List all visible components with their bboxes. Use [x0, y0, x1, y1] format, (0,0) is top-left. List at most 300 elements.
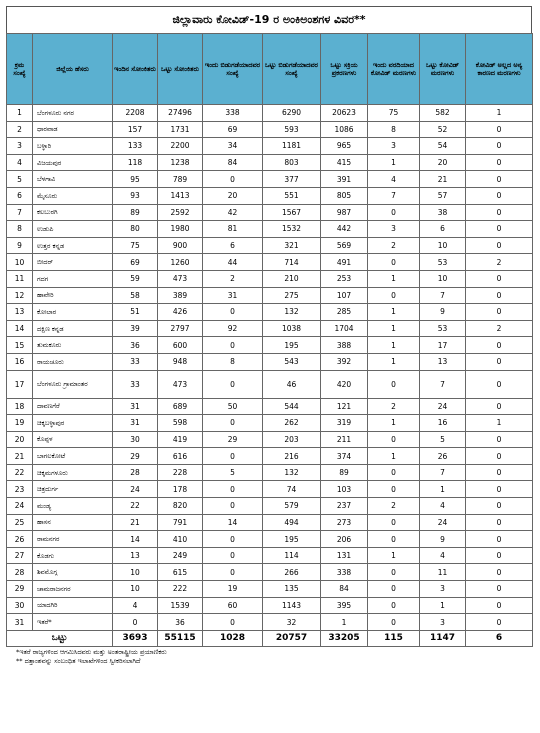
value-cell: 900: [158, 237, 203, 254]
district-name-cell: ಕಲಬುರಗಿ: [33, 204, 113, 221]
value-cell: 2797: [158, 320, 203, 337]
value-cell: 0: [466, 337, 533, 354]
value-cell: 0: [466, 237, 533, 254]
table-row: [7, 204, 533, 221]
value-cell: 0: [203, 304, 263, 321]
value-cell: 0: [466, 304, 533, 321]
value-cell: 266: [263, 564, 321, 581]
table-row: [7, 287, 533, 304]
value-cell: 57: [420, 187, 466, 204]
value-cell: 222: [158, 581, 203, 598]
value-cell: 52: [420, 121, 466, 138]
table-row: [7, 431, 533, 448]
district-name-cell: ಮೈಸೂರು: [33, 187, 113, 204]
table-row: [7, 270, 533, 287]
value-cell: 0: [203, 337, 263, 354]
value-cell: 8: [368, 121, 420, 138]
value-cell: 0: [466, 287, 533, 304]
table-row: [7, 547, 533, 564]
value-cell: 275: [263, 287, 321, 304]
value-cell: 616: [158, 448, 203, 465]
value-cell: 0: [368, 254, 420, 271]
table-row: [7, 597, 533, 614]
value-cell: 22: [113, 498, 158, 515]
value-cell: 2: [466, 320, 533, 337]
value-cell: 0: [466, 353, 533, 370]
table-row: [7, 320, 533, 337]
value-cell: 4: [113, 597, 158, 614]
value-cell: 0: [466, 498, 533, 515]
district-name-cell: ರಾಯಚೂರು: [33, 353, 113, 370]
value-cell: 420: [321, 370, 368, 398]
table-row: [7, 370, 533, 398]
value-cell: 29: [203, 431, 263, 448]
value-cell: 1704: [321, 320, 368, 337]
value-cell: 0: [466, 531, 533, 548]
value-cell: 237: [321, 498, 368, 515]
value-cell: 7: [420, 464, 466, 481]
district-name-cell: ಬಳ್ಳಾರಿ: [33, 138, 113, 155]
value-cell: 0: [203, 415, 263, 432]
value-cell: 442: [321, 221, 368, 238]
value-cell: 1: [321, 614, 368, 631]
value-cell: 1086: [321, 121, 368, 138]
column-header: ಕ್ರಮ ಸಂಖ್ಯೆ: [7, 34, 33, 105]
column-header: ಇಂದಿನ ಸೋಂಕಿತರು: [113, 34, 158, 105]
value-cell: 2: [368, 237, 420, 254]
column-header: ಇಂದು ಬಿಡುಗಡೆಯಾದವರ ಸಂಖ್ಯೆ: [203, 34, 263, 105]
value-cell: 1260: [158, 254, 203, 271]
value-cell: 10: [113, 564, 158, 581]
serial-cell: 25: [7, 514, 33, 531]
value-cell: 135: [263, 581, 321, 598]
value-cell: 0: [113, 614, 158, 631]
district-name-cell: ಕೊಡಗು: [33, 547, 113, 564]
value-cell: 133: [113, 138, 158, 155]
totals-cell: 55115: [158, 630, 203, 646]
serial-cell: 3: [7, 138, 33, 155]
serial-cell: 28: [7, 564, 33, 581]
serial-cell: 29: [7, 581, 33, 598]
value-cell: 1: [368, 304, 420, 321]
value-cell: 20623: [321, 105, 368, 122]
value-cell: 253: [321, 270, 368, 287]
table-body: [7, 105, 533, 631]
table-row: [7, 304, 533, 321]
value-cell: 19: [203, 581, 263, 598]
totals-cell: 115: [368, 630, 420, 646]
value-cell: 107: [321, 287, 368, 304]
district-name-cell: ದಕ್ಷಿಣ ಕನ್ನಡ: [33, 320, 113, 337]
value-cell: 1413: [158, 187, 203, 204]
value-cell: 262: [263, 415, 321, 432]
value-cell: 27496: [158, 105, 203, 122]
totals-label: ಒಟ್ಟು: [7, 630, 113, 646]
serial-cell: 24: [7, 498, 33, 515]
value-cell: 598: [158, 415, 203, 432]
value-cell: 34: [203, 138, 263, 155]
value-cell: 30: [113, 431, 158, 448]
value-cell: 4: [368, 171, 420, 188]
table-row: [7, 531, 533, 548]
value-cell: 0: [368, 464, 420, 481]
value-cell: 582: [420, 105, 466, 122]
table-row: [7, 564, 533, 581]
value-cell: 75: [113, 237, 158, 254]
value-cell: 392: [321, 353, 368, 370]
value-cell: 338: [203, 105, 263, 122]
value-cell: 95: [113, 171, 158, 188]
value-cell: 28: [113, 464, 158, 481]
value-cell: 9: [420, 531, 466, 548]
value-cell: 89: [321, 464, 368, 481]
table-row: [7, 121, 533, 138]
value-cell: 59: [113, 270, 158, 287]
value-cell: 965: [321, 138, 368, 155]
district-name-cell: ಬೆಂಗಳೂರು ನಗರ: [33, 105, 113, 122]
value-cell: 319: [321, 415, 368, 432]
value-cell: 1567: [263, 204, 321, 221]
value-cell: 14: [203, 514, 263, 531]
value-cell: 0: [466, 614, 533, 631]
value-cell: 0: [368, 564, 420, 581]
value-cell: 803: [263, 154, 321, 171]
value-cell: 600: [158, 337, 203, 354]
value-cell: 0: [368, 287, 420, 304]
serial-cell: 31: [7, 614, 33, 631]
value-cell: 2: [466, 254, 533, 271]
totals-cell: 1147: [420, 630, 466, 646]
value-cell: 24: [420, 514, 466, 531]
value-cell: 551: [263, 187, 321, 204]
value-cell: 32: [263, 614, 321, 631]
column-header: ಒಟ್ಟು ಸಕ್ರಿಯ ಪ್ರಕರಣಗಳು: [321, 34, 368, 105]
serial-cell: 16: [7, 353, 33, 370]
value-cell: 7: [368, 187, 420, 204]
value-cell: 8: [203, 353, 263, 370]
district-name-cell: ಚಿತ್ರದುರ್ಗ: [33, 481, 113, 498]
value-cell: 33: [113, 370, 158, 398]
district-name-cell: ಉತ್ತರ ಕನ್ನಡ: [33, 237, 113, 254]
value-cell: 53: [420, 254, 466, 271]
value-cell: 69: [203, 121, 263, 138]
totals-cell: 6: [466, 630, 533, 646]
value-cell: 377: [263, 171, 321, 188]
value-cell: 1: [420, 481, 466, 498]
value-cell: 24: [113, 481, 158, 498]
table-row: [7, 481, 533, 498]
serial-cell: 2: [7, 121, 33, 138]
value-cell: 249: [158, 547, 203, 564]
serial-cell: 20: [7, 431, 33, 448]
value-cell: 16: [420, 415, 466, 432]
value-cell: 36: [113, 337, 158, 354]
serial-cell: 27: [7, 547, 33, 564]
value-cell: 1: [368, 353, 420, 370]
table-row: [7, 187, 533, 204]
value-cell: 338: [321, 564, 368, 581]
value-cell: 0: [368, 431, 420, 448]
value-cell: 4: [420, 498, 466, 515]
district-name-cell: ಶಿವಮೊಗ್ಗ: [33, 564, 113, 581]
value-cell: 419: [158, 431, 203, 448]
footnote: ** ದತ್ತಾಂಶವನ್ನು ಸಂಬಂಧಿತ ಇಲಾಖೆಗಳಿಂದ ಸ್ವೀಕರಿಸಲಾಗಿದೆ: [16, 656, 141, 665]
district-name-cell: ಬೆಂಗಳೂರು ಗ್ರಾಮಾಂತರ: [33, 370, 113, 398]
value-cell: 33: [113, 353, 158, 370]
value-cell: 544: [263, 398, 321, 415]
value-cell: 10: [113, 581, 158, 598]
district-name-cell: ಬಾಗಲಕೋಟೆ: [33, 448, 113, 465]
district-name-cell: ಧಾರವಾಡ: [33, 121, 113, 138]
value-cell: 689: [158, 398, 203, 415]
value-cell: 273: [321, 514, 368, 531]
value-cell: 579: [263, 498, 321, 515]
table-header: [7, 34, 533, 105]
value-cell: 1731: [158, 121, 203, 138]
value-cell: 0: [466, 187, 533, 204]
value-cell: 0: [466, 370, 533, 398]
serial-cell: 6: [7, 187, 33, 204]
value-cell: 93: [113, 187, 158, 204]
value-cell: 54: [420, 138, 466, 155]
value-cell: 0: [466, 597, 533, 614]
totals-row: [7, 630, 533, 646]
value-cell: 0: [466, 581, 533, 598]
serial-cell: 10: [7, 254, 33, 271]
serial-cell: 14: [7, 320, 33, 337]
totals-cell: 20757: [263, 630, 321, 646]
table-row: [7, 581, 533, 598]
value-cell: 14: [113, 531, 158, 548]
value-cell: 0: [368, 481, 420, 498]
value-cell: 1181: [263, 138, 321, 155]
value-cell: 157: [113, 121, 158, 138]
table-row: [7, 514, 533, 531]
footnote: *ಇತರೆ ರಾಜ್ಯಗಳಿಂದ ಆಗಮಿಸಿದವರು ಮತ್ತು ಅಂತರಾಷ್ಟ್ರೀಯ ಪ್ರಯಾಣಿಕರು: [16, 647, 167, 656]
value-cell: 1038: [263, 320, 321, 337]
value-cell: 89: [113, 204, 158, 221]
value-cell: 374: [321, 448, 368, 465]
report-title: ಜಿಲ್ಲಾವಾರು ಕೋವಿಡ್-19 ರ ಅಂಕಿಅಂಶಗಳ ವಿವರ**: [6, 6, 532, 33]
value-cell: 410: [158, 531, 203, 548]
value-cell: 31: [203, 287, 263, 304]
district-name-cell: ರಾಮನಗರ: [33, 531, 113, 548]
value-cell: 3: [368, 221, 420, 238]
value-cell: 0: [203, 448, 263, 465]
serial-cell: 12: [7, 287, 33, 304]
district-name-cell: ಚಾಮರಾಜನಗರ: [33, 581, 113, 598]
value-cell: 543: [263, 353, 321, 370]
value-cell: 5: [420, 431, 466, 448]
value-cell: 1: [368, 547, 420, 564]
value-cell: 81: [203, 221, 263, 238]
value-cell: 473: [158, 270, 203, 287]
table-row: [7, 415, 533, 432]
report-container: [6, 6, 532, 666]
value-cell: 0: [203, 171, 263, 188]
value-cell: 0: [466, 564, 533, 581]
value-cell: 6: [203, 237, 263, 254]
value-cell: 7: [420, 287, 466, 304]
value-cell: 36: [158, 614, 203, 631]
value-cell: 1: [368, 448, 420, 465]
value-cell: 473: [158, 370, 203, 398]
district-name-cell: ಗದಗ: [33, 270, 113, 287]
value-cell: 6290: [263, 105, 321, 122]
value-cell: 103: [321, 481, 368, 498]
district-name-cell: ದಾವಣಗೆರೆ: [33, 398, 113, 415]
value-cell: 0: [368, 514, 420, 531]
district-name-cell: ಯಾದಗಿರಿ: [33, 597, 113, 614]
value-cell: 0: [466, 547, 533, 564]
value-cell: 389: [158, 287, 203, 304]
district-name-cell: ಕೋಲಾರ: [33, 304, 113, 321]
value-cell: 21: [420, 171, 466, 188]
value-cell: 31: [113, 398, 158, 415]
column-header: ಒಟ್ಟು ಕೋವಿಡ್ ಮರಣಗಳು: [420, 34, 466, 105]
value-cell: 1532: [263, 221, 321, 238]
value-cell: 0: [368, 581, 420, 598]
value-cell: 216: [263, 448, 321, 465]
serial-cell: 17: [7, 370, 33, 398]
value-cell: 789: [158, 171, 203, 188]
value-cell: 46: [263, 370, 321, 398]
value-cell: 0: [203, 547, 263, 564]
value-cell: 3: [420, 614, 466, 631]
value-cell: 2200: [158, 138, 203, 155]
serial-cell: 9: [7, 237, 33, 254]
value-cell: 0: [368, 204, 420, 221]
value-cell: 0: [368, 370, 420, 398]
serial-cell: 22: [7, 464, 33, 481]
district-name-cell: ಚಿಕ್ಕಮಗಳೂರು: [33, 464, 113, 481]
value-cell: 395: [321, 597, 368, 614]
serial-cell: 23: [7, 481, 33, 498]
serial-cell: 8: [7, 221, 33, 238]
value-cell: 948: [158, 353, 203, 370]
column-header: ಒಟ್ಟು ಸೋಂಕಿತರು: [158, 34, 203, 105]
table-row: [7, 398, 533, 415]
district-name-cell: ಮಂಡ್ಯ: [33, 498, 113, 515]
value-cell: 206: [321, 531, 368, 548]
value-cell: 1: [368, 320, 420, 337]
value-cell: 0: [466, 464, 533, 481]
serial-cell: 15: [7, 337, 33, 354]
serial-cell: 5: [7, 171, 33, 188]
value-cell: 0: [466, 204, 533, 221]
value-cell: 4: [420, 547, 466, 564]
value-cell: 44: [203, 254, 263, 271]
value-cell: 569: [321, 237, 368, 254]
value-cell: 415: [321, 154, 368, 171]
table-row: [7, 353, 533, 370]
table-row: [7, 171, 533, 188]
value-cell: 987: [321, 204, 368, 221]
value-cell: 69: [113, 254, 158, 271]
footnotes: [6, 647, 532, 666]
value-cell: 114: [263, 547, 321, 564]
table-footer: [7, 630, 533, 646]
table-row: [7, 105, 533, 122]
value-cell: 1539: [158, 597, 203, 614]
district-name-cell: ಬೀದರ್: [33, 254, 113, 271]
value-cell: 38: [420, 204, 466, 221]
serial-cell: 11: [7, 270, 33, 287]
table-row: [7, 448, 533, 465]
column-header: ಒಟ್ಟು ಬಿಡುಗಡೆಯಾದವರ ಸಂಖ್ಯೆ: [263, 34, 321, 105]
value-cell: 820: [158, 498, 203, 515]
value-cell: 195: [263, 531, 321, 548]
serial-cell: 1: [7, 105, 33, 122]
value-cell: 92: [203, 320, 263, 337]
value-cell: 285: [321, 304, 368, 321]
value-cell: 195: [263, 337, 321, 354]
value-cell: 1: [368, 337, 420, 354]
value-cell: 0: [368, 597, 420, 614]
district-name-cell: ಚಿಕ್ಕಬಳ್ಳಾಪುರ: [33, 415, 113, 432]
value-cell: 7: [420, 370, 466, 398]
value-cell: 791: [158, 514, 203, 531]
value-cell: 74: [263, 481, 321, 498]
value-cell: 131: [321, 547, 368, 564]
value-cell: 2592: [158, 204, 203, 221]
value-cell: 0: [466, 221, 533, 238]
value-cell: 42: [203, 204, 263, 221]
value-cell: 0: [466, 270, 533, 287]
value-cell: 6: [420, 221, 466, 238]
value-cell: 0: [466, 514, 533, 531]
value-cell: 1: [368, 415, 420, 432]
value-cell: 3: [368, 138, 420, 155]
value-cell: 118: [113, 154, 158, 171]
district-name-cell: ಕೊಪ್ಪಳ: [33, 431, 113, 448]
value-cell: 203: [263, 431, 321, 448]
value-cell: 0: [466, 481, 533, 498]
value-cell: 0: [203, 370, 263, 398]
value-cell: 211: [321, 431, 368, 448]
serial-cell: 7: [7, 204, 33, 221]
value-cell: 1: [420, 597, 466, 614]
value-cell: 388: [321, 337, 368, 354]
value-cell: 21: [113, 514, 158, 531]
value-cell: 80: [113, 221, 158, 238]
value-cell: 391: [321, 171, 368, 188]
table-row: [7, 254, 533, 271]
value-cell: 426: [158, 304, 203, 321]
serial-cell: 18: [7, 398, 33, 415]
value-cell: 58: [113, 287, 158, 304]
table-row: [7, 154, 533, 171]
value-cell: 0: [466, 431, 533, 448]
value-cell: 0: [203, 614, 263, 631]
value-cell: 0: [203, 564, 263, 581]
value-cell: 0: [466, 398, 533, 415]
value-cell: 20: [420, 154, 466, 171]
value-cell: 228: [158, 464, 203, 481]
district-name-cell: ಇತರೆ*: [33, 614, 113, 631]
value-cell: 210: [263, 270, 321, 287]
value-cell: 494: [263, 514, 321, 531]
value-cell: 1: [466, 415, 533, 432]
value-cell: 84: [203, 154, 263, 171]
value-cell: 132: [263, 464, 321, 481]
totals-cell: 33205: [321, 630, 368, 646]
value-cell: 1: [466, 105, 533, 122]
value-cell: 39: [113, 320, 158, 337]
value-cell: 51: [113, 304, 158, 321]
value-cell: 0: [368, 531, 420, 548]
serial-cell: 4: [7, 154, 33, 171]
